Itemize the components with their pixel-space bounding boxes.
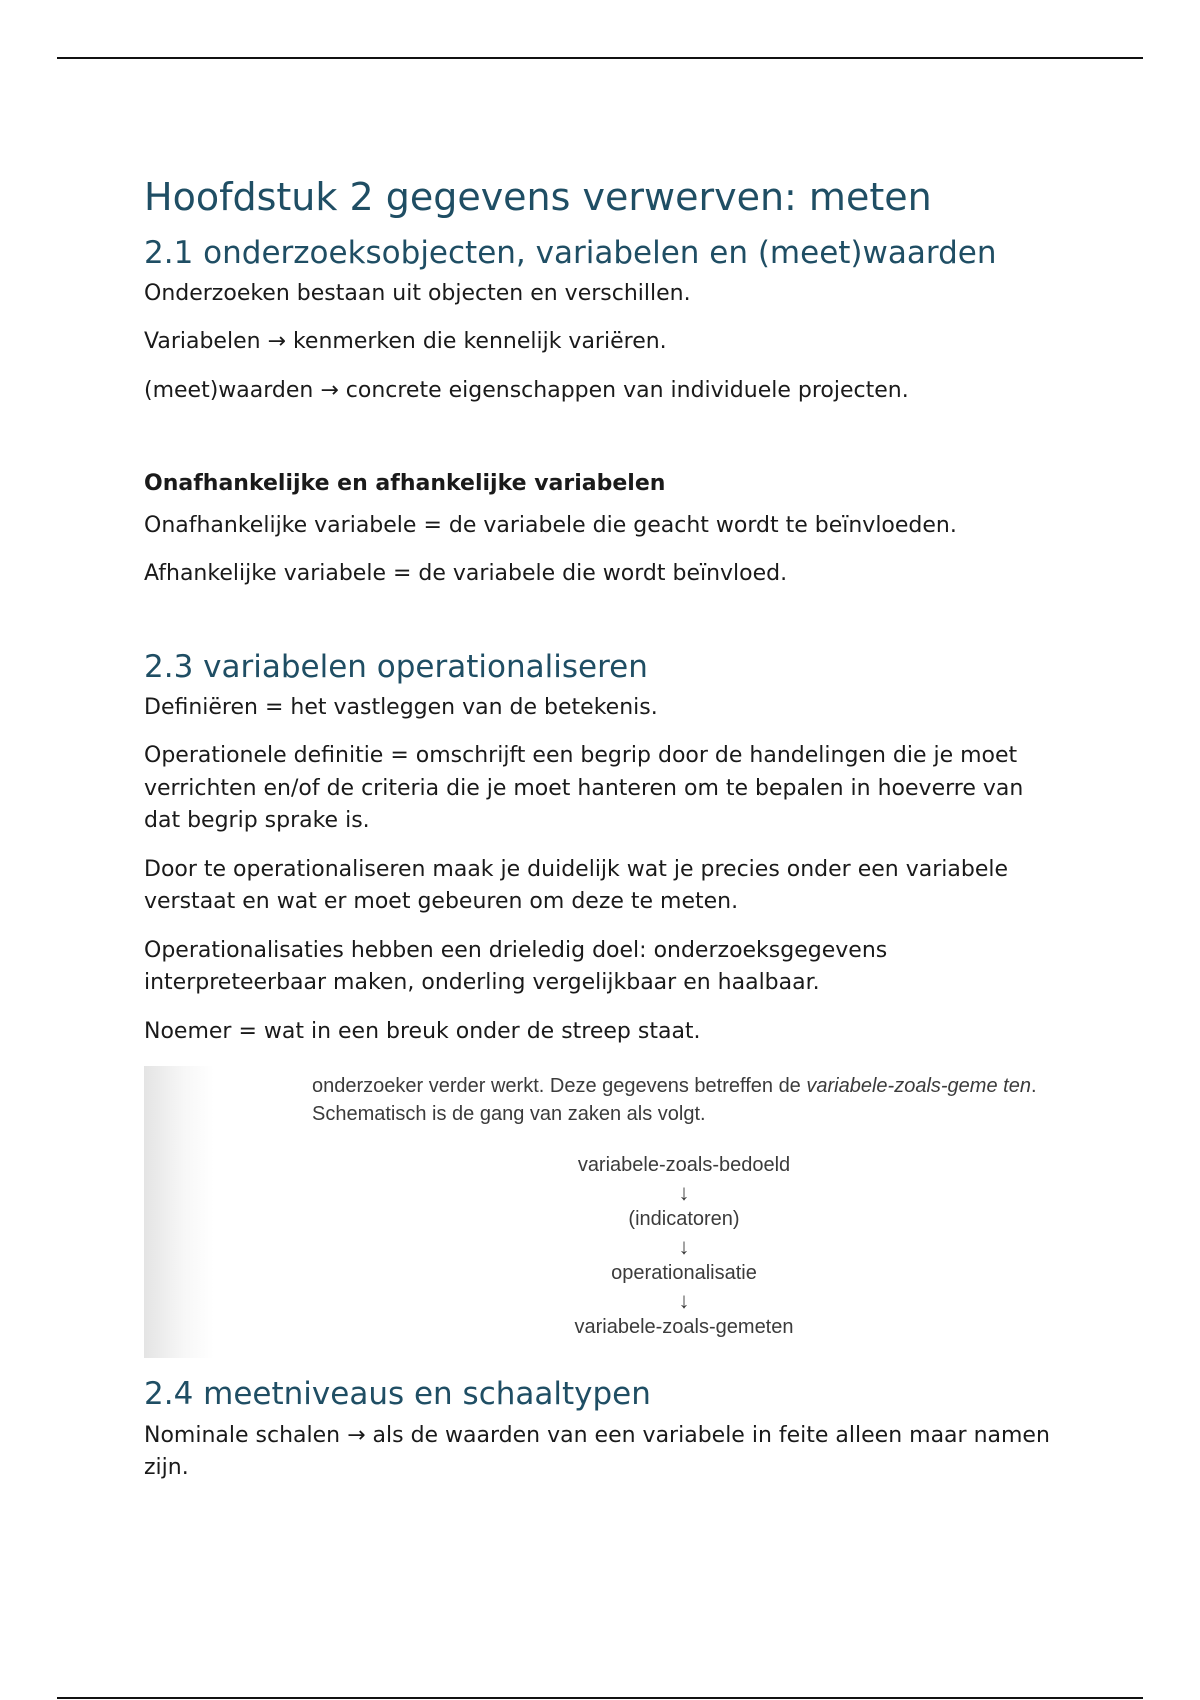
paragraph: Variabelen → kenmerken die kennelijk variëren. bbox=[144, 329, 667, 355]
paragraph: (meet)waarden → concrete eigenschappen van individuele projecten. bbox=[144, 377, 909, 403]
paragraph: Onderzoeken bestaan uit objecten en verschillen. bbox=[144, 280, 691, 306]
excerpt-text-part: . Schematisch is de gang van zaken als volgt. bbox=[312, 1075, 1037, 1126]
paragraph: Onafhankelijke variabele = de variabele die geacht wordt te beïnvloeden. bbox=[144, 512, 957, 538]
flow-step-4: variabele-zoals-gemeten bbox=[574, 1316, 794, 1339]
flow-step-1: variabele-zoals-bedoeld bbox=[577, 1154, 791, 1177]
chapter-title: Hoofdstuk 2 gegevens verwerven: meten bbox=[144, 175, 932, 219]
section-2-1-title: 2.1 onderzoeksobjecten, variabelen en (meet)waarden bbox=[144, 234, 997, 271]
paragraph: Noemer = wat in een breuk onder de streep staat. bbox=[144, 1018, 701, 1044]
header-rule bbox=[57, 57, 1143, 59]
paragraph: Operationalisaties hebben een drieledig doel: onderzoeksgegevens interpreteerbaar maken, onderling vergelijkbaar en haalbaar. bbox=[144, 937, 888, 996]
paragraph: Door te operationaliseren maak je duidelijk wat je precies onder een variabele verstaat en wat er moet gebeuren om deze te meten. bbox=[144, 856, 1009, 915]
section-2-4-title: 2.4 meetniveaus en schaaltypen bbox=[144, 1376, 651, 1413]
section-2-3-title: 2.3 variabelen operationaliseren bbox=[144, 648, 648, 685]
document-body bbox=[144, 175, 1064, 1501]
paragraph: Operationele definitie = omschrijft een begrip door de handelingen die je moet verrichten en/of de criteria die je moet hanteren om te bepalen in hoeverre van dat begrip sprake is. bbox=[144, 743, 1024, 834]
scanned-excerpt-figure bbox=[144, 1066, 1064, 1358]
paragraph: Afhankelijke variabele = de variabele die wordt beïnvloed. bbox=[144, 561, 788, 587]
excerpt-text bbox=[312, 1072, 1052, 1128]
flow-step-3: operationalisatie bbox=[611, 1262, 757, 1285]
flow-step-2: (indicatoren) bbox=[628, 1208, 740, 1231]
excerpt-text-part: onderzoeker verder werkt. Deze gegevens betreffen de bbox=[312, 1075, 807, 1098]
subsection-title: Onafhankelijke en afhankelijke variabelen bbox=[144, 471, 666, 497]
operationalization-flow bbox=[534, 1152, 834, 1341]
excerpt-italic-term: variabele-zoals-geme ten bbox=[806, 1075, 1031, 1098]
down-arrow-icon: ↓ bbox=[678, 1180, 690, 1206]
paragraph: Definiëren = het vastleggen van de betekenis. bbox=[144, 694, 658, 720]
down-arrow-icon: ↓ bbox=[678, 1288, 690, 1314]
down-arrow-icon: ↓ bbox=[678, 1234, 690, 1260]
footer-rule bbox=[57, 1697, 1143, 1699]
paragraph: Nominale schalen → als de waarden van een variabele in feite alleen maar namen zijn. bbox=[144, 1422, 1050, 1481]
